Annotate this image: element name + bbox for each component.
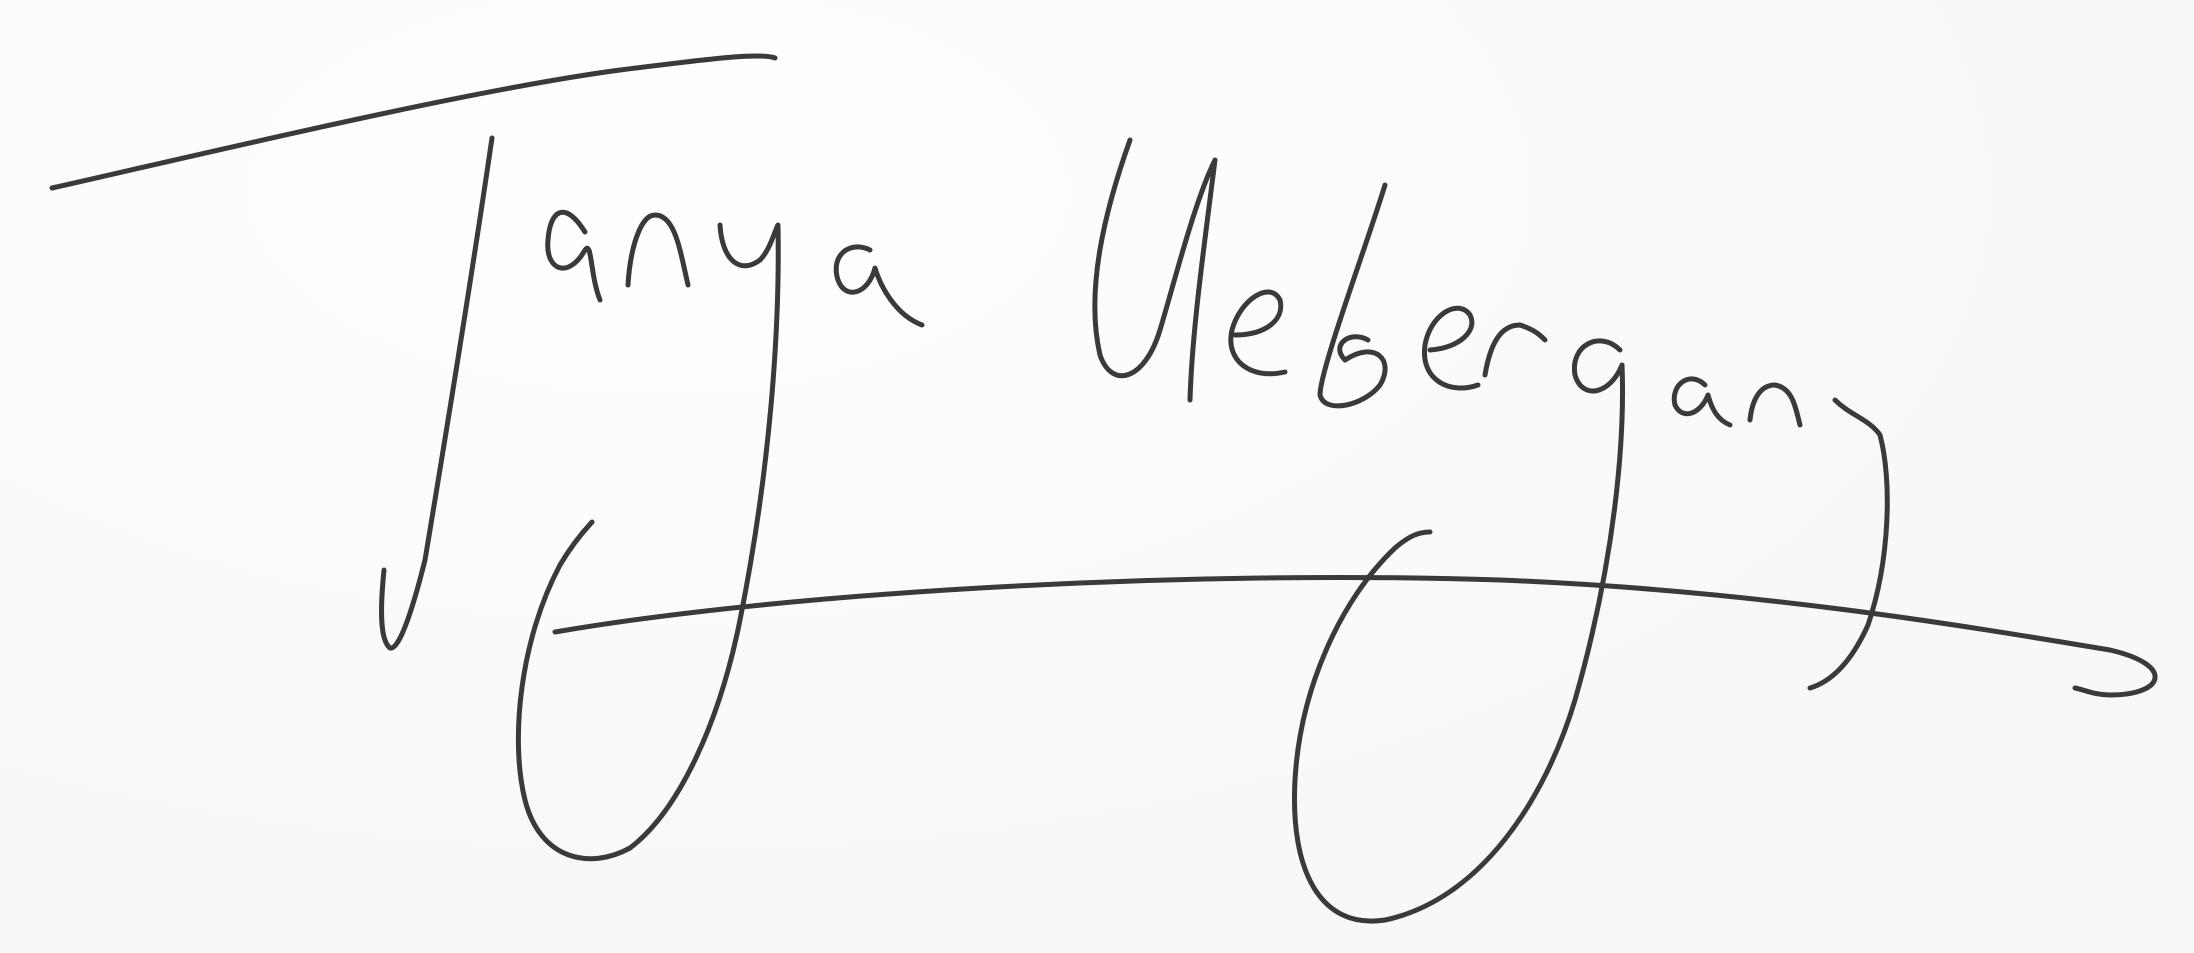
stroke-g [1294, 341, 1622, 921]
stroke-y1 [518, 225, 778, 859]
stroke-a2 [836, 247, 922, 325]
stroke-n2 [1750, 385, 1800, 425]
stroke-b [1320, 185, 1385, 406]
stroke-n [628, 215, 688, 285]
stroke-t-bar [52, 56, 775, 188]
stroke-r [1485, 325, 1545, 375]
stroke-e2 [1424, 308, 1478, 388]
stroke-g2 [1810, 400, 1887, 688]
stroke-a1 [548, 212, 600, 300]
stroke-t-stem [382, 138, 492, 648]
stroke-a3 [1674, 379, 1730, 425]
stroke-e1 [1231, 292, 1285, 374]
stroke-u [1095, 140, 1215, 400]
signature-strokes [52, 56, 2155, 921]
